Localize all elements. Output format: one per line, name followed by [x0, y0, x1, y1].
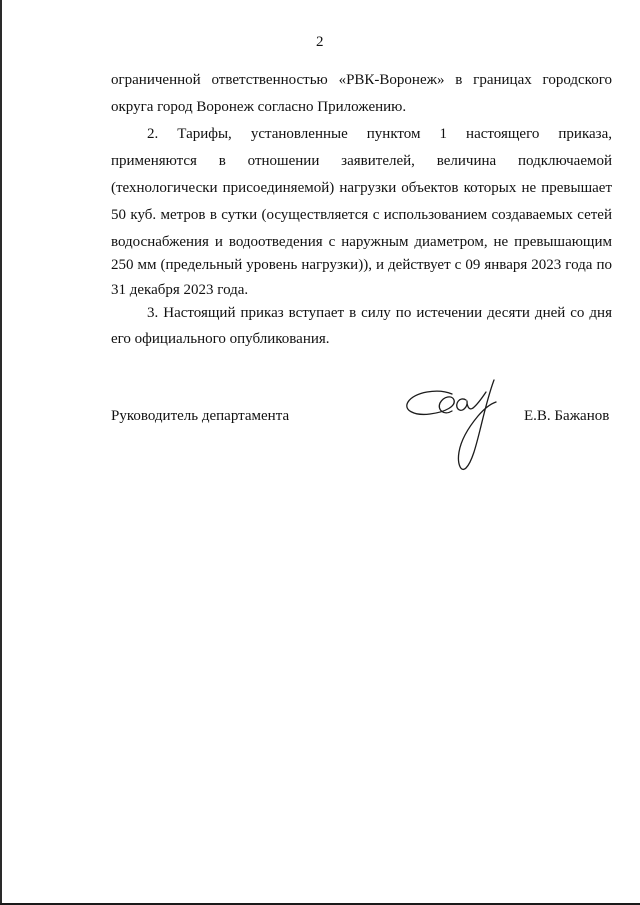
- paragraph-2-line-3: (технологически присоединяемой) нагрузки объектов которых не превышает: [111, 180, 612, 196]
- paragraph-2-line-1: 2. Тарифы, установленные пунктом 1 настоящего приказа,: [147, 126, 612, 142]
- paragraph-2-line-2: применяются в отношении заявителей, величина подключаемой: [111, 153, 612, 169]
- paragraph-2-line-7: 31 декабря 2023 года.: [111, 282, 249, 298]
- paragraph-1-line-2: округа город Воронеж согласно Приложению.: [111, 99, 407, 115]
- paragraph-1-line-1: ограниченной ответственностью «РВК-Воронеж» в границах городского: [111, 72, 612, 88]
- signer-name: Е.В. Бажанов: [524, 408, 610, 424]
- handwritten-signature-icon: [400, 370, 510, 480]
- signatory-position: Руководитель департамента: [111, 408, 290, 424]
- scan-edge-left: [0, 0, 2, 905]
- paragraph-2-line-5: водоснабжения и водоотведения с наружным диаметром, не превышающим: [111, 234, 612, 250]
- paragraph-3-line-2: его официального опубликования.: [111, 331, 330, 347]
- page-number: 2: [316, 34, 324, 50]
- paragraph-3-line-1: 3. Настоящий приказ вступает в силу по истечении десяти дней со дня: [147, 305, 612, 321]
- paragraph-2-line-6: 250 мм (предельный уровень нагрузки)), и действует с 09 января 2023 года по: [111, 257, 612, 273]
- paragraph-2-line-4: 50 куб. метров в сутки (осуществляется с использованием создаваемых сетей: [111, 207, 612, 223]
